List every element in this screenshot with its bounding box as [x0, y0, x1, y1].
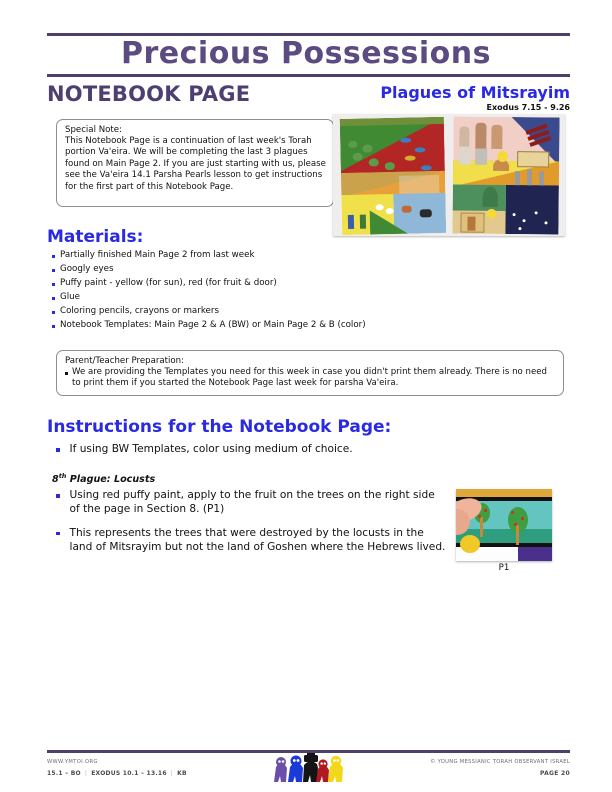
list-item — [52, 320, 382, 331]
list-item-label: Notebook Templates: Main Page 2 & A (BW) or Main Page 2 & B (color) — [60, 320, 366, 331]
list-item-label: Coloring pencils, crayons or markers — [60, 306, 219, 317]
plague-ordinal: th — [58, 472, 67, 480]
plague-subheading — [52, 472, 155, 485]
special-note-box — [56, 119, 334, 207]
list-item — [52, 250, 382, 261]
materials-heading: Materials: — [47, 227, 144, 247]
footer-initials: KB — [177, 770, 187, 777]
list-item — [52, 306, 382, 317]
list-item-label: Puffy paint - yellow (for sun), red (for fruit & door) — [60, 278, 277, 289]
bullet-icon — [52, 255, 55, 258]
header-rule-bottom — [47, 74, 570, 77]
list-item — [56, 442, 456, 456]
section-title: NOTEBOOK PAGE — [47, 82, 251, 106]
bullet-icon — [56, 494, 60, 498]
list-item-label: Glue — [60, 292, 80, 303]
divider: | — [84, 770, 88, 777]
ymtoi-logo-icon — [268, 753, 346, 787]
list-item-label: This represents the trees that were destroyed by the locusts in the land of Mitsrayim but not the land of Goshen where the Hebrews lived. — [69, 526, 446, 554]
instructions-steps-list — [56, 488, 448, 564]
list-item — [56, 488, 448, 517]
lesson-title: Plagues of Mitsrayim — [380, 83, 570, 102]
list-item — [52, 264, 382, 275]
bullet-icon — [52, 269, 55, 272]
p1-photo — [456, 489, 552, 561]
footer-scripture: EXODUS 10.1 – 13.16 — [91, 770, 167, 777]
list-item-label: We are providing the Templates you need for this week in case you didn't print them already. There is no need to print them if you started the Notebook Page last week for parsha Va'eira. — [72, 367, 548, 388]
notebook-pages-photo — [333, 114, 565, 236]
list-item — [52, 292, 382, 303]
bullet-icon — [52, 311, 55, 314]
collage-left-page — [340, 117, 446, 235]
list-item-label: Googly eyes — [60, 264, 114, 275]
bullet-icon — [56, 532, 60, 536]
bullet-icon — [52, 325, 55, 328]
footer-lesson-info — [47, 770, 187, 777]
special-note-body: This Notebook Page is a continuation of last week's Torah portion Va'eira. We will be completing the last 3 plagues found on Main Page 2. If you are just starting with us, please see the Va'eira 14.1 Parsha Pearls lesson to get instructions for the first part of this Notebook Page. — [65, 136, 326, 192]
collage-right-page — [452, 116, 559, 234]
footer-website[interactable]: WWW.YMTOI.ORG — [47, 759, 98, 765]
bullet-icon — [65, 372, 68, 375]
list-item-label: Partially finished Main Page 2 from last week — [60, 250, 255, 260]
bullet-icon — [56, 448, 60, 452]
special-note-heading: Special Note: — [65, 125, 122, 135]
list-item — [52, 278, 382, 289]
bullet-icon — [52, 297, 55, 300]
list-item — [56, 526, 448, 555]
preparation-box — [56, 350, 564, 396]
footer-lesson-code: 15.1 – BO — [47, 770, 81, 777]
divider: | — [170, 770, 174, 777]
lesson-reference: Exodus 7.15 - 9.26 — [486, 103, 570, 112]
instructions-intro-list — [56, 442, 456, 456]
plague-number: 8 — [52, 474, 59, 486]
page-title: Precious Possessions — [121, 36, 491, 71]
footer-page-number: PAGE 20 — [539, 770, 570, 777]
instructions-heading: Instructions for the Notebook Page: — [47, 417, 392, 437]
preparation-heading: Parent/Teacher Preparation: — [65, 356, 185, 366]
bullet-icon — [52, 283, 55, 286]
list-item — [65, 367, 556, 389]
plague-label: Plague: Locusts — [66, 474, 156, 486]
materials-list — [52, 250, 382, 335]
footer-copyright: © YOUNG MESSIANIC TORAH OBSERVANT ISRAEL — [430, 759, 570, 765]
list-item-label: Using red puffy paint, apply to the fruit on the trees on the right side of the page in Section 8. (P1) — [69, 489, 435, 516]
p1-caption: P1 — [498, 563, 510, 573]
list-item-label: If using BW Templates, color using medium of choice. — [69, 443, 353, 455]
